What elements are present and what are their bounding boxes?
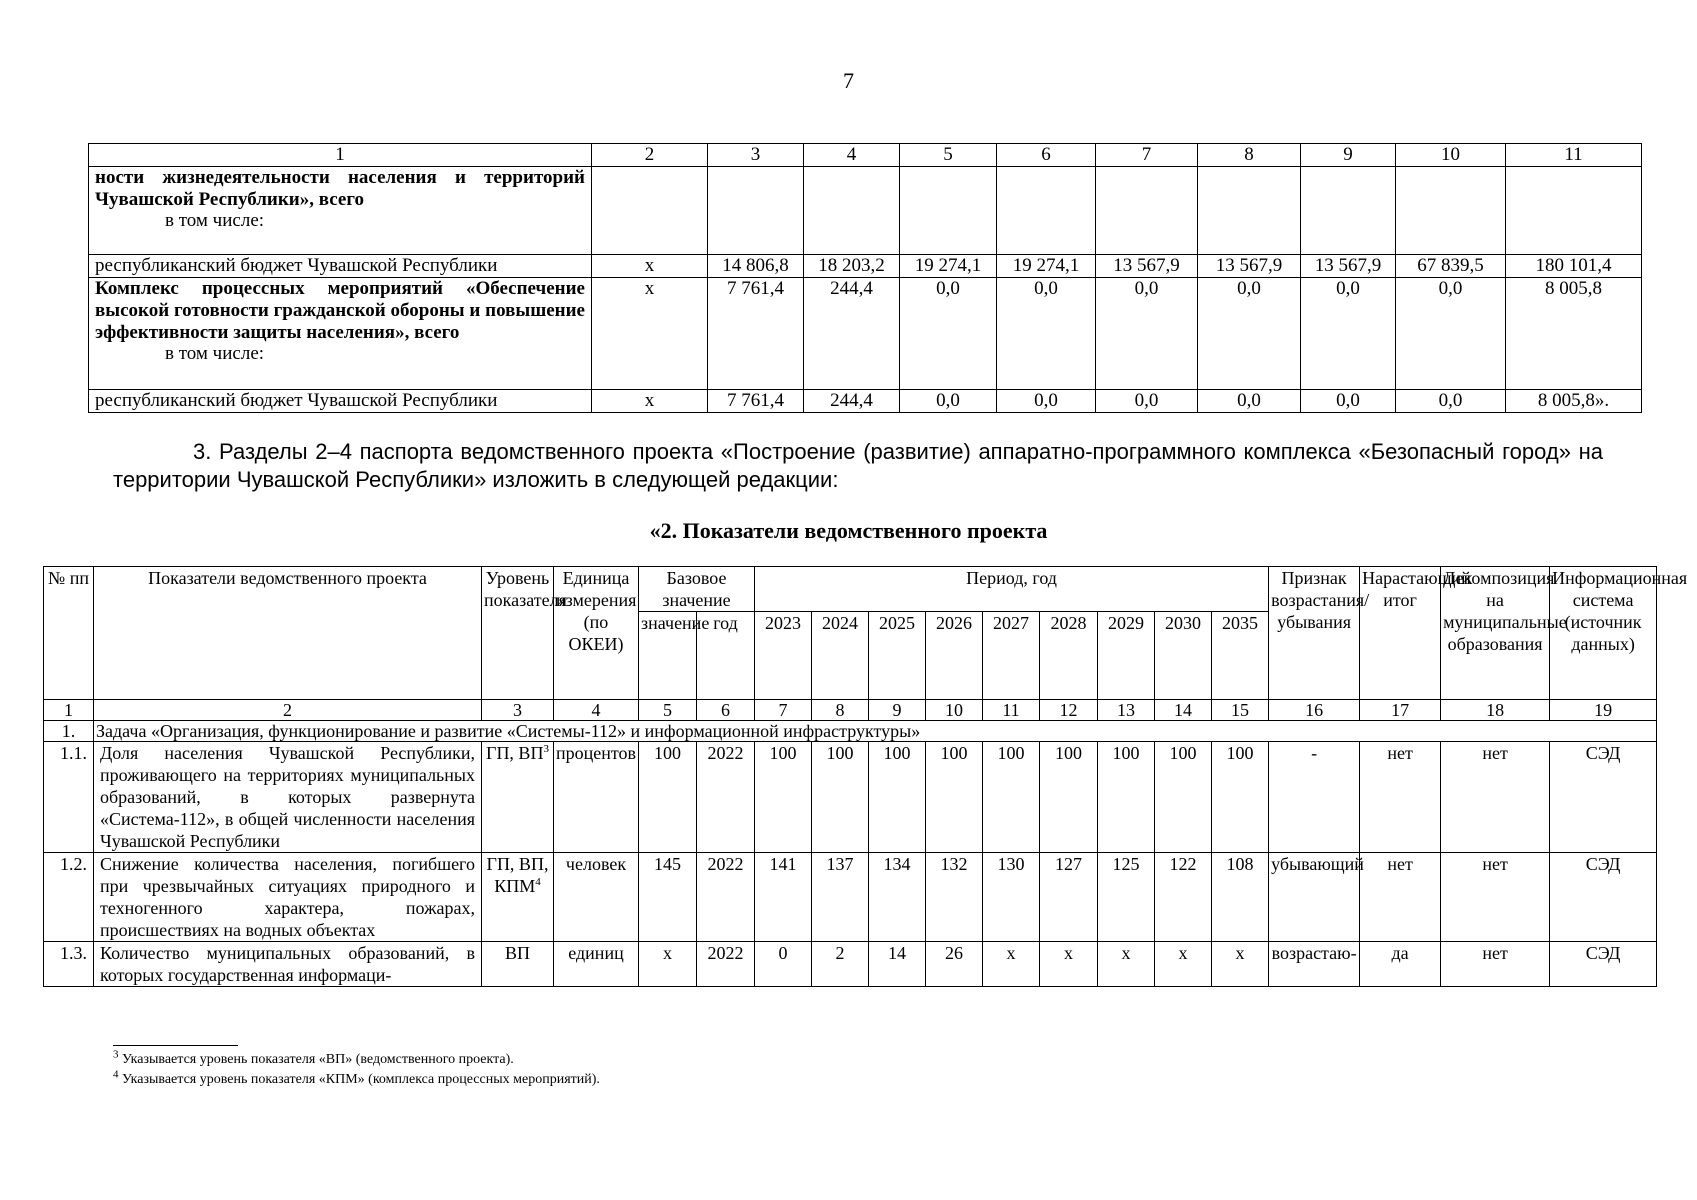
footnote-mark: 4: [535, 876, 541, 888]
table-cell: [1096, 167, 1198, 255]
info-system-cell: СЭД: [1550, 853, 1657, 942]
column-number: 7: [755, 700, 812, 721]
table-cell: 0,0: [1198, 390, 1301, 413]
table-cell: 0,0: [900, 390, 997, 413]
footnote-mark: 3: [113, 1048, 119, 1061]
base-value-cell: х: [639, 942, 697, 987]
footnote-divider: [113, 1045, 238, 1046]
row-number: 1.3.: [44, 942, 94, 987]
footnote-text: Указывается уровень показателя «ВП» (ведомственного проекта).: [122, 1052, 514, 1067]
indicator-level: [482, 853, 554, 942]
header-cell-year: 2024: [812, 612, 869, 700]
header-cell: 10: [1396, 144, 1506, 167]
table-cell: 0,0: [997, 390, 1096, 413]
year-value-cell: 125: [1098, 853, 1155, 942]
cumulative-cell: нет: [1360, 853, 1441, 942]
header-cell-base: Базовое значение: [639, 567, 755, 612]
indicator-level: [482, 942, 554, 987]
table-cell: 13 567,9: [1301, 255, 1396, 278]
header-cell-year: 2035: [1212, 612, 1269, 700]
table-cell: [1301, 167, 1396, 255]
year-value-cell: 134: [869, 853, 926, 942]
year-value-cell: 100: [869, 742, 926, 853]
header-cell-year: 2025: [869, 612, 926, 700]
level-text: ГП, ВП, КПМ: [486, 854, 549, 896]
section-title: «2. Показатели ведомственного проекта: [649, 518, 1048, 543]
row-label: [89, 278, 592, 390]
table-header-row: [44, 567, 1657, 612]
table-row: [89, 255, 1642, 278]
year-value-cell: 100: [812, 742, 869, 853]
table-cell: [1396, 167, 1506, 255]
cumulative-cell: нет: [1360, 742, 1441, 853]
column-number: 12: [1040, 700, 1098, 721]
table-cell: 67 839,5: [1396, 255, 1506, 278]
header-cell: 6: [997, 144, 1096, 167]
unit-cell: единиц: [554, 942, 639, 987]
row-number: 1.1.: [44, 742, 94, 853]
table-row: [44, 942, 1657, 987]
header-cell: 8: [1198, 144, 1301, 167]
column-number: 8: [812, 700, 869, 721]
table-cell: [708, 167, 804, 255]
table-cell: 0,0: [1301, 390, 1396, 413]
table-cell: 180 101,4: [1506, 255, 1642, 278]
table-cell: 0,0: [997, 278, 1096, 390]
indicator-name: Доля населения Чувашской Республики, проживающего на территориях муниципальных образований, в которых развернута «Система-112», в общей численности населения Чувашской Республики: [94, 742, 482, 853]
column-number: 11: [983, 700, 1040, 721]
row-label: республиканский бюджет Чувашской Республики: [89, 255, 592, 278]
column-number: 1: [44, 700, 94, 721]
header-cell-year: 2029: [1098, 612, 1155, 700]
year-value-cell: 132: [926, 853, 983, 942]
unit-cell: процентов: [554, 742, 639, 853]
column-number: 14: [1155, 700, 1212, 721]
header-cell-year: 2027: [983, 612, 1040, 700]
header-cell-year: 2030: [1155, 612, 1212, 700]
base-year-cell: 2022: [697, 742, 755, 853]
table-cell: 0,0: [1096, 390, 1198, 413]
header-cell: 5: [900, 144, 997, 167]
budget-table: [88, 143, 1642, 413]
table-cell: 13 567,9: [1096, 255, 1198, 278]
task-text: Задача «Организация, функционирование и развитие «Системы-112» и информационной инфраструктуры»: [94, 721, 1657, 742]
table-cell: 0,0: [1301, 278, 1396, 390]
table-cell: 8 005,8».: [1506, 390, 1642, 413]
indicator-level: [482, 742, 554, 853]
header-cell-year: 2023: [755, 612, 812, 700]
sign-cell: возрастаю-: [1269, 942, 1360, 987]
year-value-cell: х: [983, 942, 1040, 987]
year-value-cell: х: [1040, 942, 1098, 987]
year-value-cell: 100: [1040, 742, 1098, 853]
table-row: [44, 853, 1657, 942]
year-value-cell: 100: [1155, 742, 1212, 853]
table-cell: [804, 167, 900, 255]
header-cell-sign: Признак возрастания/ убывания: [1269, 567, 1360, 700]
table-row: [89, 278, 1642, 390]
header-cell: 4: [804, 144, 900, 167]
row-number: 1.2.: [44, 853, 94, 942]
year-value-cell: 100: [1098, 742, 1155, 853]
header-cell: 11: [1506, 144, 1642, 167]
level-text: ВП: [504, 943, 530, 963]
footnote-mark: 3: [543, 743, 549, 755]
column-number: 3: [482, 700, 554, 721]
header-cell: 2: [592, 144, 708, 167]
sign-cell: -: [1269, 742, 1360, 853]
header-cell-indicator: Показатели ведомственного проекта: [94, 567, 482, 700]
base-value-cell: 100: [639, 742, 697, 853]
unit-cell: человек: [554, 853, 639, 942]
year-value-cell: 100: [926, 742, 983, 853]
cumulative-cell: да: [1360, 942, 1441, 987]
year-value-cell: 122: [1155, 853, 1212, 942]
row-sublabel: в том числе:: [165, 343, 265, 364]
table-cell: [1506, 167, 1642, 255]
footnote-text: Указывается уровень показателя «КПМ» (комплекса процессных мероприятий).: [122, 1072, 600, 1087]
table-cell: х: [592, 390, 708, 413]
year-value-cell: х: [1098, 942, 1155, 987]
year-value-cell: 100: [1212, 742, 1269, 853]
footnote: [113, 1068, 600, 1088]
column-number: 10: [926, 700, 983, 721]
base-year-cell: 2022: [697, 853, 755, 942]
table-cell: 0,0: [1096, 278, 1198, 390]
table-cell: 244,4: [804, 278, 900, 390]
header-cell-unit: Единица измерения (по ОКЕИ): [554, 567, 639, 700]
table-cell: 18 203,2: [804, 255, 900, 278]
task-number: 1.: [44, 721, 94, 742]
table-cell: [900, 167, 997, 255]
page-number: 7: [843, 68, 854, 93]
row-label: [89, 167, 592, 255]
header-cell-cumulative: Нарастающий итог: [1360, 567, 1441, 700]
table-row: [89, 167, 1642, 255]
table-row: [44, 742, 1657, 853]
table-cell: [997, 167, 1096, 255]
year-value-cell: 130: [983, 853, 1040, 942]
row-label-text: Комплекс процессных мероприятий «Обеспечение высокой готовности гражданской обороны и повышение эффективности защиты населения», всего: [95, 278, 585, 343]
level-text: ГП, ВП: [486, 743, 544, 763]
column-number: 5: [639, 700, 697, 721]
year-value-cell: 100: [755, 742, 812, 853]
header-cell: 9: [1301, 144, 1396, 167]
table-cell: 7 761,4: [708, 278, 804, 390]
header-cell: 7: [1096, 144, 1198, 167]
footnote-mark: 4: [113, 1068, 119, 1081]
year-value-cell: х: [1155, 942, 1212, 987]
year-value-cell: 100: [983, 742, 1040, 853]
decomposition-cell: нет: [1441, 742, 1550, 853]
table-cell: х: [592, 278, 708, 390]
column-number: 17: [1360, 700, 1441, 721]
header-cell-info: Информационная система (источник данных): [1550, 567, 1657, 700]
column-number: 15: [1212, 700, 1269, 721]
table-cell: 8 005,8: [1506, 278, 1642, 390]
row-label: республиканский бюджет Чувашской Республики: [89, 390, 592, 413]
instruction-paragraph: 3. Разделы 2–4 паспорта ведомственного проекта «Построение (развитие) аппаратно-программного комплекса «Безопасный город» на территории Чувашской Республики» изложить в следующей редакции:: [113, 439, 1603, 492]
column-number: 9: [869, 700, 926, 721]
header-cell: 1: [89, 144, 592, 167]
table-cell: 14 806,8: [708, 255, 804, 278]
table-cell: 0,0: [900, 278, 997, 390]
header-cell-year: 2028: [1040, 612, 1098, 700]
table-cell: х: [592, 255, 708, 278]
year-value-cell: 26: [926, 942, 983, 987]
table-cell: 19 274,1: [997, 255, 1096, 278]
header-cell-base-value: значение: [639, 612, 697, 700]
year-value-cell: 137: [812, 853, 869, 942]
table-cell: 7 761,4: [708, 390, 804, 413]
year-value-cell: 14: [869, 942, 926, 987]
decomposition-cell: нет: [1441, 853, 1550, 942]
base-value-cell: 145: [639, 853, 697, 942]
table-header-row: [89, 144, 1642, 167]
table-cell: 19 274,1: [900, 255, 997, 278]
column-number: 6: [697, 700, 755, 721]
info-system-cell: СЭД: [1550, 942, 1657, 987]
year-value-cell: 127: [1040, 853, 1098, 942]
year-value-cell: 0: [755, 942, 812, 987]
header-cell-period: Период, год: [755, 567, 1269, 612]
indicators-table: [43, 566, 1688, 987]
indicator-name: Снижение количества населения, погибшего при чрезвычайных ситуациях природного и техногенного характера, пожарах, происшествиях на водных объектах: [94, 853, 482, 942]
year-value-cell: 2: [812, 942, 869, 987]
header-cell-year: 2026: [926, 612, 983, 700]
header-cell-base-year: год: [697, 612, 755, 700]
indicator-name: Количество муниципальных образований, в которых государственная информаци-: [94, 942, 482, 987]
base-year-cell: 2022: [697, 942, 755, 987]
header-cell-num: № пп: [44, 567, 94, 700]
table-cell: 244,4: [804, 390, 900, 413]
table-cell: [1198, 167, 1301, 255]
header-cell: 3: [708, 144, 804, 167]
table-cell: [592, 167, 708, 255]
table-cell: 0,0: [1396, 278, 1506, 390]
column-number: 19: [1550, 700, 1657, 721]
table-row: [89, 390, 1642, 413]
column-number: 16: [1269, 700, 1360, 721]
column-number: 13: [1098, 700, 1155, 721]
sign-cell: убывающий: [1269, 853, 1360, 942]
footnote: [113, 1048, 514, 1068]
decomposition-cell: нет: [1441, 942, 1550, 987]
header-cell-decomposition: Декомпозиция на муниципальные образования: [1441, 567, 1550, 700]
column-number-row: [44, 700, 1657, 721]
header-cell-level: Уровень показателя: [482, 567, 554, 700]
table-cell: 13 567,9: [1198, 255, 1301, 278]
row-label-text: ности жизнедеятельности населения и территорий Чувашской Республики», всего: [95, 167, 585, 210]
task-row: [44, 721, 1657, 742]
info-system-cell: СЭД: [1550, 742, 1657, 853]
year-value-cell: 108: [1212, 853, 1269, 942]
column-number: 2: [94, 700, 482, 721]
year-value-cell: 141: [755, 853, 812, 942]
column-number: 18: [1441, 700, 1550, 721]
row-sublabel: в том числе:: [165, 210, 265, 231]
table-cell: 0,0: [1396, 390, 1506, 413]
year-value-cell: х: [1212, 942, 1269, 987]
table-cell: 0,0: [1198, 278, 1301, 390]
column-number: 4: [554, 700, 639, 721]
